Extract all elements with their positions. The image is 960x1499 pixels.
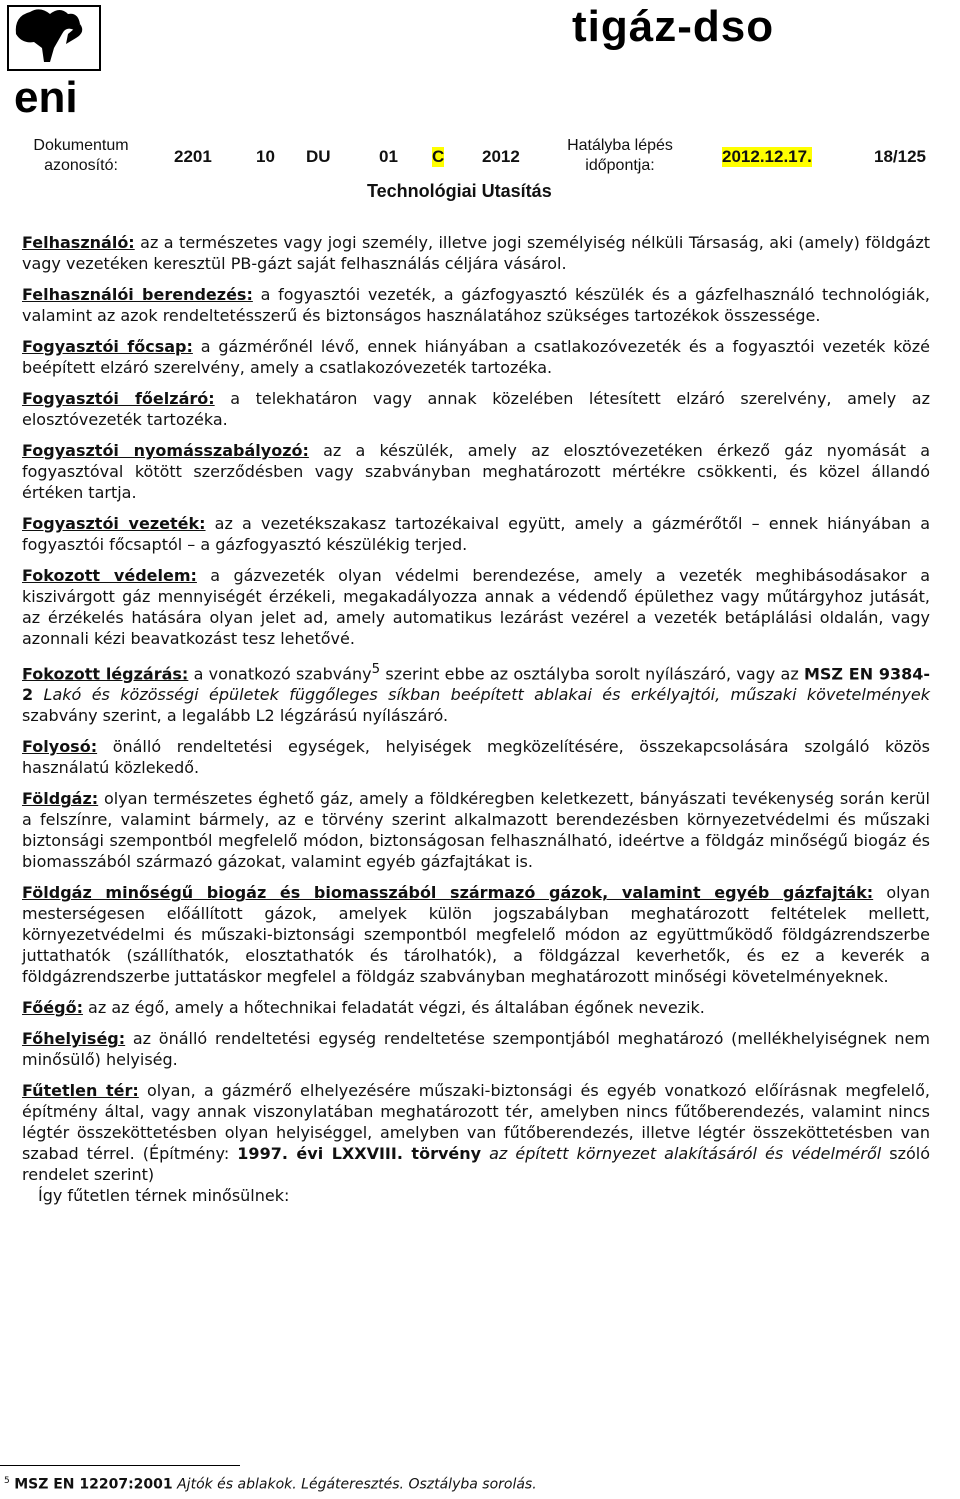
doc-code-1: 2201 xyxy=(174,147,212,166)
list-intro: Így fűtetlen térnek minősülnek: xyxy=(38,1186,290,1206)
doc-code-6: 2012 xyxy=(482,147,520,166)
effective-date: 2012.12.17. xyxy=(722,147,812,166)
page-number: 18/125 xyxy=(874,147,926,166)
document-header xyxy=(22,134,926,201)
tigaz-dso-logo: tigáz-dso xyxy=(572,2,775,51)
definition-fohelyiseg: Főhelyiség: az önálló rendeltetési egység rendeltetése szempontjából meghatározó (mellékhelyiségnek nem minősülő) helyiség. xyxy=(22,1029,930,1070)
doc-id-label: Dokumentum azonosító: xyxy=(33,137,129,174)
document-title: Technológiai Utasítás xyxy=(367,181,552,201)
doc-code-3: DU xyxy=(306,147,331,166)
definition-fokozott-vedelem: Fokozott védelem: a gázvezeték olyan védelmi berendezése, amely a vezeték meghibásodásakor a kiszivárgott gáz mennyiségét érzékeli, megakadályozza annak a védendő épülethez vagy műtárgyhoz jutását, az érzékelés hatására olyan jelet ad, amely automatikus lezárást vezérel a vezeték betáplálási oldalán, vagy azonnali kézi beavatkozást tesz lehetővé. xyxy=(22,566,931,648)
footnote: $^5$ MSZ EN 12207:2001 Ajtók és ablakok. Légáteresztés. Osztályba sorolás. xyxy=(4,1476,537,1493)
definition-fogyasztoi-focsap: Fogyasztói főcsap: a gázmérőnél lévő, ennek hiányában a csatlakozóvezeték és a fogyasztói vezeték közé beépített elzáró szerelvény, amely a csatlakozóvezeték tartozéka. xyxy=(22,337,931,377)
definition-folyoso: Folyosó: önálló rendeltetési egységek, helyiségek megközelítésére, összekapcsolására szolgáló közös használatú közlekedő. xyxy=(22,737,930,778)
definition-felhasznalo: Felhasználó: az a természetes vagy jogi személy, illetve jogi személyiség nélküli Társaság, aki (amely) földgázt vagy vezetéken keresztül PB-gázt saját felhasználás céljára vásárol. xyxy=(22,233,930,273)
footnote-ref[interactable]: 5 xyxy=(371,662,381,677)
definition-fogyasztoi-vezetek: Fogyasztói vezeték: az a vezetékszakasz tartozékaival együtt, amely a gázmérőtől – ennek hiányában a fogyasztói főcsaptól – a gázfogyasztó készülékig terjed. xyxy=(22,514,930,554)
definition-fokozott-legzaras: Fokozott légzárás: a vonatkozó szabvány$^5$ szerint ebbe az osztályba sorolt nyílászáró, vagy az MSZ EN 9384-2 Lakó és közösségi épületek függőleges síkban beépített ablakai és erkélyajtói, műszaki követelmények szabvány szerint, a legalább L2 légzárású nyílászáró. xyxy=(22,662,930,726)
effective-label: Hatályba lépés időpontja: xyxy=(567,137,673,174)
svg-text:eni: eni xyxy=(14,73,78,120)
eni-logo xyxy=(6,4,102,120)
footnote-separator xyxy=(0,1465,240,1466)
definition-felhasznaloi-berendezes: Felhasználói berendezés: a fogyasztói vezeték, a gázfogyasztó készülék és a gázfelhasználó technológiák, valamint az azok rendeltetésszerű és biztonságos használatához szükséges tartozékok összessége. xyxy=(22,285,930,325)
doc-code-2: 10 xyxy=(256,147,275,166)
definition-futetlen-ter: Fűtetlen tér: olyan, a gázmérő elhelyezésére műszaki-biztonsági és egyéb vonatkozó előírásnak megfelelő, építmény által, vagy annak viszonylatában meghatározott tér, amelyben nincs fűtőberendezés, valamint nincs légtér összeköttetésben olyan helyiséggel, amelyben van fűtőberendezés, illetve légtér összeköttetésben van szabad térrel. (Építmény: 1997. évi LXXVIII. törvény az épített környezet alakításáról és védelméről szóló rendelet szerint) xyxy=(22,1081,931,1185)
definition-biogaz: Földgáz minőségű biogáz és biomasszából származó gázok, valamint egyéb gázfajták: olyan mesterségesen előállított gázok, amelyek külön jogszabályban meghatározott feltételek mellett, környezetvédelmi és műszaki-biztonsági szempontból megfelelő módon az együttműködő földgázrendszerbe juttathatók (szállíthatók, elosztathatók és tárolhatók), a földgázzal keverhetők, és ez a keverék a földgázrendszerbe juttatáskor megfelel a földgáz szabványban meghatározott minőségi követelményeknek. xyxy=(22,883,931,987)
definition-nyomasszabalyozo: Fogyasztói nyomásszabályozó: az a készülék, amely az elosztóvezetéken érkező gáz nyomását a fogyasztóval kötött szerződésben vagy szabványban meghatározott mértékre csökkenti, és közel állandó értéken tartja. xyxy=(22,441,930,502)
definition-foldgaz: Földgáz: olyan természetes éghető gáz, amely a földkéregben keletkezett, bányászati tevékenység során kerül a felszínre, valamint bármely, az e törvény szerint alkalmazott berendezésben környezetvédelmi és műszaki biztonsági szempontból megfelelő módon, biztonságosan felhasználható, ideértve a földgáz minőségű biogáz és biomasszából származó gázokat, valamint egyéb gázfajtákat is. xyxy=(22,789,930,872)
doc-code-5: C xyxy=(432,147,445,166)
document-body xyxy=(22,232,930,1206)
definition-fogyasztoi-foelzaro: Fogyasztói főelzáró: a telekhatáron vagy annak közelében létesített elzáró szerelvény, amely az elosztóvezeték tartozéka. xyxy=(22,389,930,429)
definition-foego: Főégő: az az égő, amely a hőtechnikai feladatát végzi, és általában égőnek nevezik. xyxy=(22,998,705,1018)
doc-code-4: 01 xyxy=(379,147,398,166)
